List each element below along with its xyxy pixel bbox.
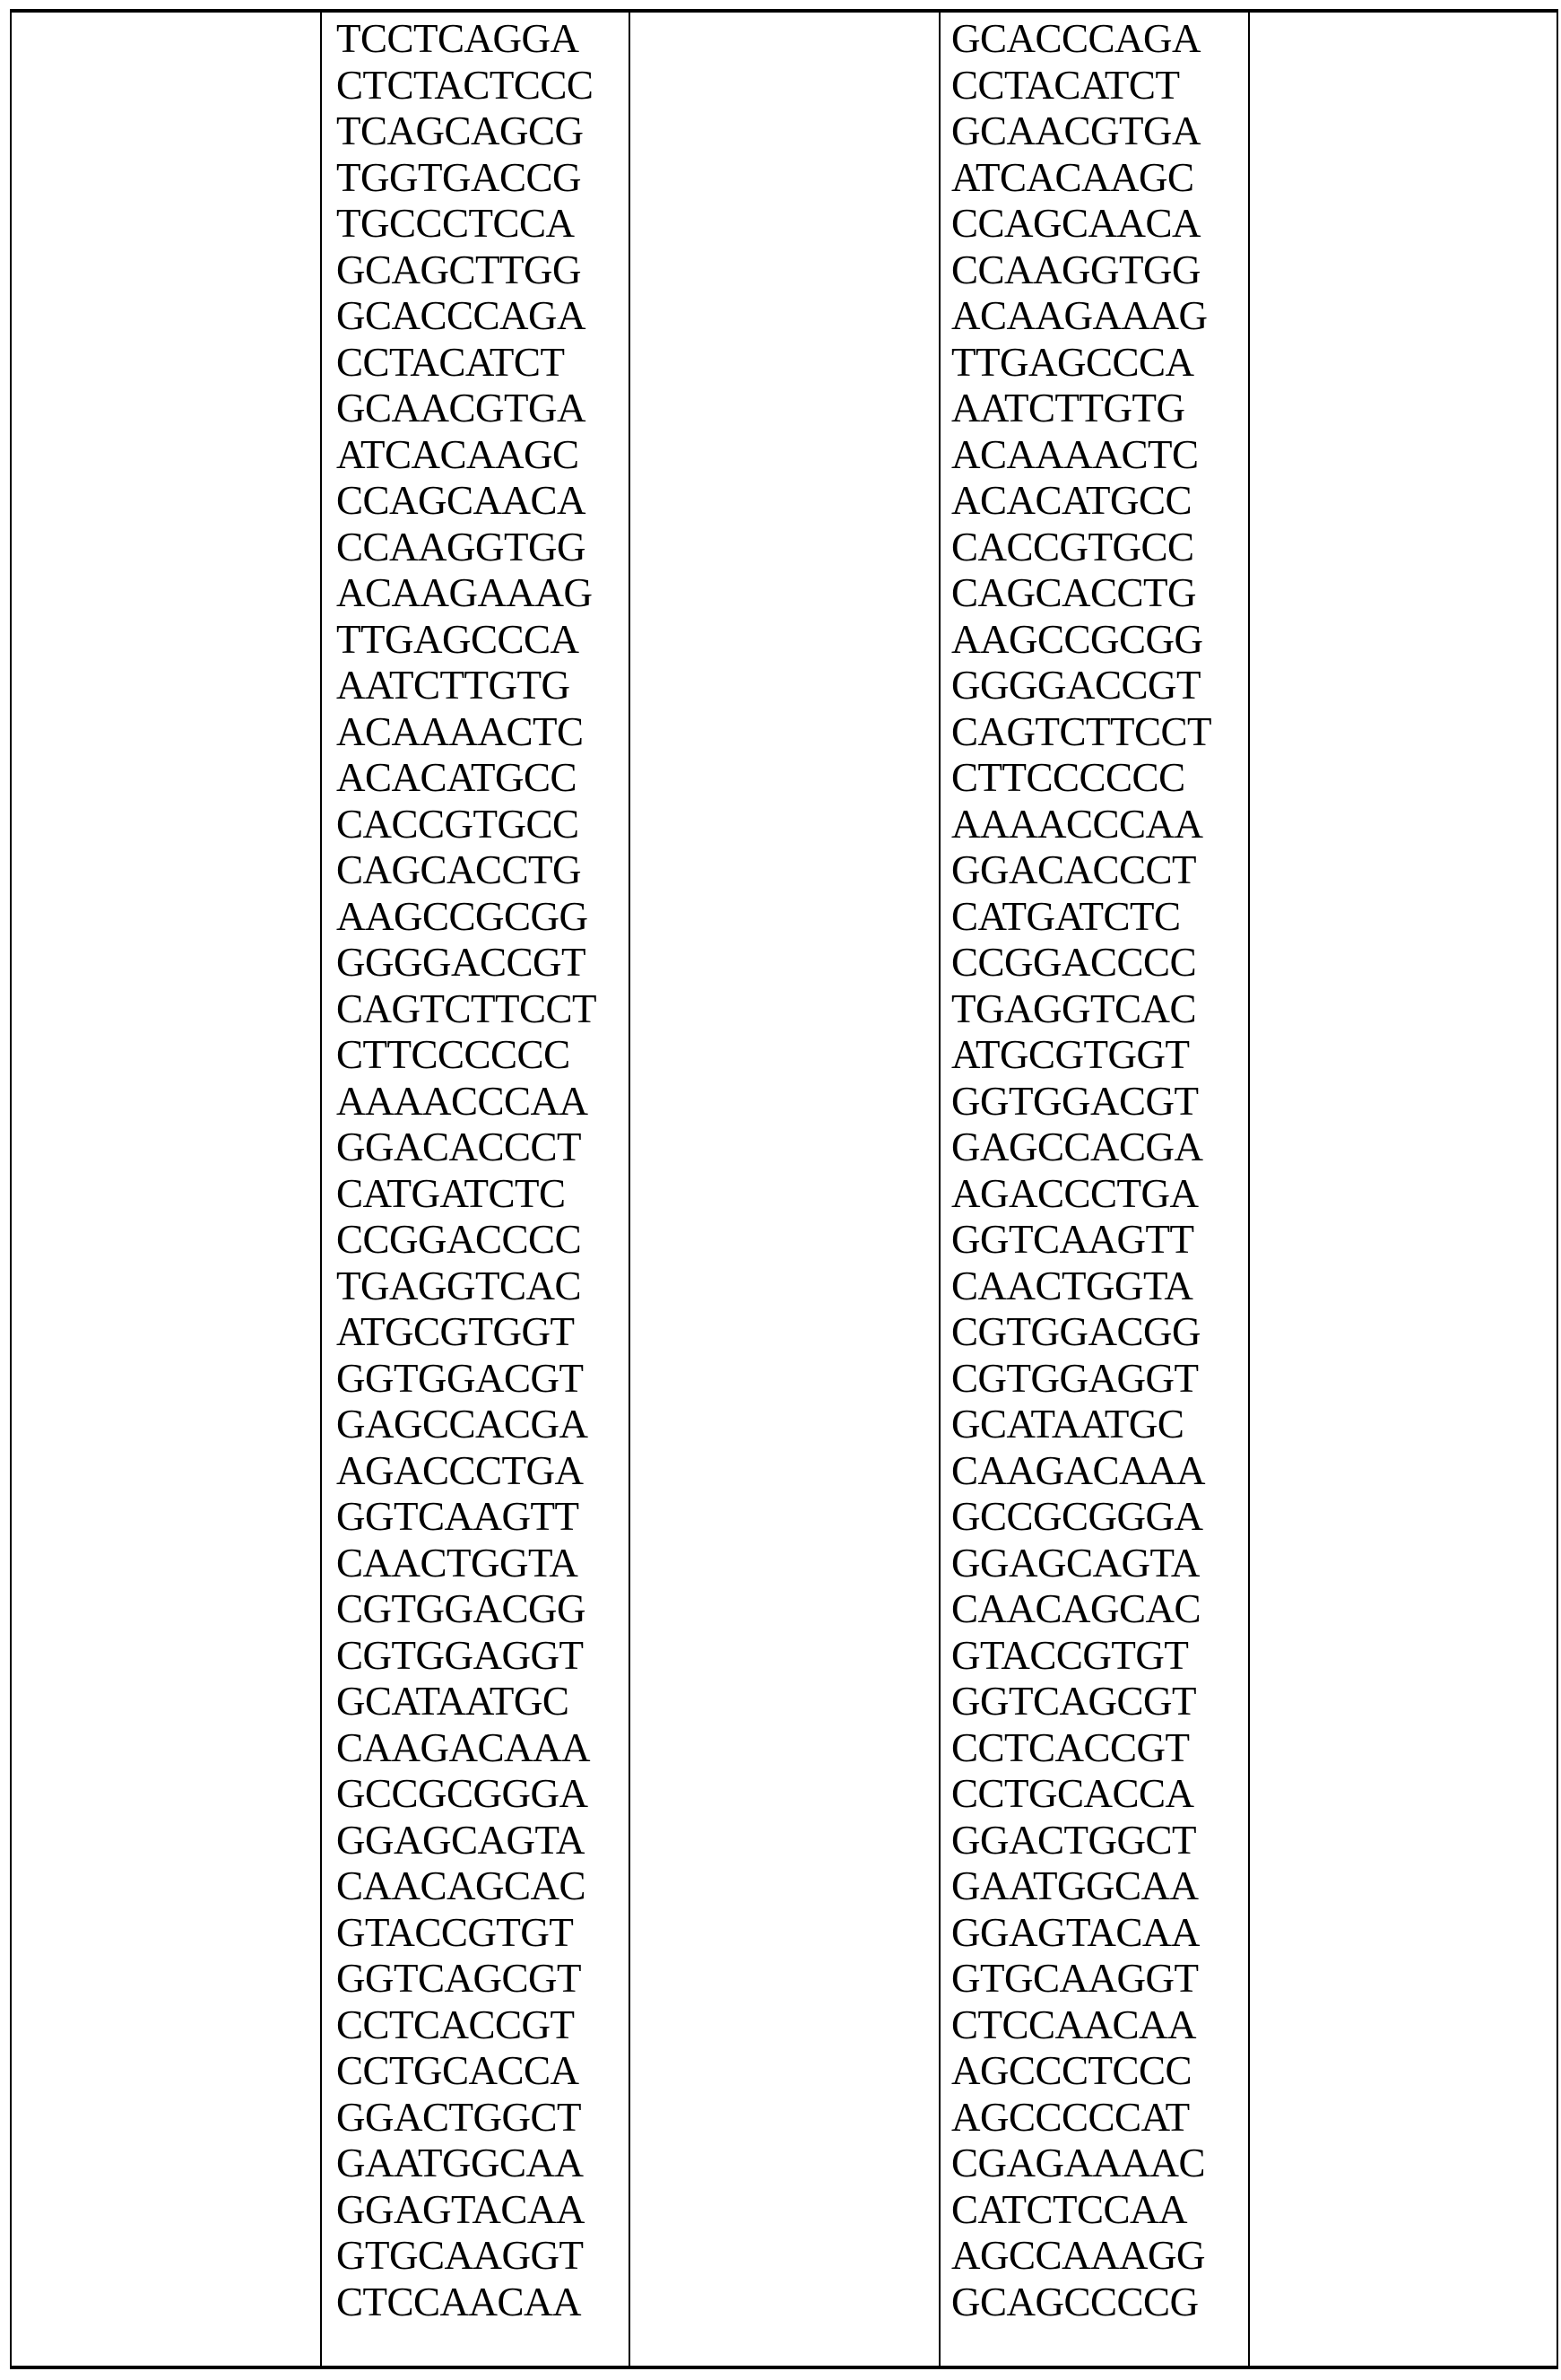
sequence-cell: GAATGGCAA bbox=[336, 2141, 596, 2187]
sequence-cell: GGTCAAGTT bbox=[951, 1217, 1211, 1264]
column-divider bbox=[629, 13, 630, 2366]
sequence-cell: GCAGCCCCG bbox=[951, 2280, 1211, 2326]
sequence-cell: CACCGTGCC bbox=[336, 802, 596, 848]
sequence-cell: GCACCCAGA bbox=[336, 293, 596, 340]
sequence-cell: ATGCGTGGT bbox=[336, 1309, 596, 1356]
sequence-cell: GTGCAAGGT bbox=[336, 2233, 596, 2280]
sequence-cell: CTCTACTCCC bbox=[336, 63, 596, 109]
sequence-cell: CGAGAAAAC bbox=[951, 2141, 1211, 2187]
sequence-cell: ACAAGAAAG bbox=[951, 293, 1211, 340]
sequence-cell: CCTCACCGT bbox=[951, 1725, 1211, 1772]
sequence-cell: GCATAATGC bbox=[951, 1402, 1211, 1448]
sequence-cell: TTGAGCCCA bbox=[951, 340, 1211, 387]
sequence-cell: GCCGCGGGA bbox=[951, 1494, 1211, 1541]
sequence-cell: TGAGGTCAC bbox=[951, 986, 1211, 1033]
sequence-cell: AGCCCTCCC bbox=[951, 2048, 1211, 2095]
sequence-cell: CCTACATCT bbox=[951, 63, 1211, 109]
sequence-cell: ATCACAAGC bbox=[951, 155, 1211, 202]
sequence-cell: CAACAGCAC bbox=[951, 1586, 1211, 1633]
sequence-cell: ACAAAACTC bbox=[336, 709, 596, 756]
column-divider bbox=[1248, 13, 1250, 2366]
sequence-cell: GTACCGTGT bbox=[951, 1633, 1211, 1680]
sequence-cell: CAAGACAAA bbox=[951, 1448, 1211, 1495]
sequence-cell: ACAAGAAAG bbox=[336, 570, 596, 617]
sequence-cell: TGGTGACCG bbox=[336, 155, 596, 202]
sequence-cell: GGACTGGCT bbox=[336, 2095, 596, 2141]
sequence-cell: CAGTCTTCCT bbox=[336, 986, 596, 1033]
sequence-cell: CCTCACCGT bbox=[336, 2002, 596, 2049]
sequence-cell: CCGGACCCC bbox=[951, 940, 1211, 986]
sequence-cell: CCTGCACCA bbox=[951, 1771, 1211, 1818]
sequence-cell: AAGCCGCGG bbox=[336, 894, 596, 941]
sequence-cell: CACCGTGCC bbox=[951, 525, 1211, 571]
sequence-cell: CCAGCAACA bbox=[951, 201, 1211, 248]
sequence-cell: CAGCACCTG bbox=[336, 847, 596, 894]
sequence-cell: AAAACCCAA bbox=[336, 1079, 596, 1125]
sequence-cell: GGACTGGCT bbox=[951, 1818, 1211, 1864]
sequence-cell: AGCCCCCAT bbox=[951, 2095, 1211, 2141]
sequence-cell: GCAACGTGA bbox=[336, 386, 596, 432]
sequence-cell: GGTGGACGT bbox=[336, 1356, 596, 1403]
sequence-cell: GGGGACCGT bbox=[951, 663, 1211, 709]
sequence-cell: CCAAGGTGG bbox=[951, 248, 1211, 294]
sequence-cell: ATCACAAGC bbox=[336, 432, 596, 479]
sequence-cell: GGTCAGCGT bbox=[951, 1679, 1211, 1725]
sequence-cell: GGAGCAGTA bbox=[951, 1541, 1211, 1587]
sequence-cell: GCAACGTGA bbox=[951, 109, 1211, 155]
sequence-cell: CCAGCAACA bbox=[336, 478, 596, 525]
sequence-cell: ATGCGTGGT bbox=[951, 1032, 1211, 1079]
sequence-cell: AGACCCTGA bbox=[951, 1171, 1211, 1218]
sequence-cell: TGCCCTCCA bbox=[336, 201, 596, 248]
sequence-cell: AAGCCGCGG bbox=[951, 617, 1211, 664]
sequence-cell: CAACTGGTA bbox=[336, 1541, 596, 1587]
sequence-cell: GCATAATGC bbox=[336, 1679, 596, 1725]
sequence-cell: AGCCAAAGG bbox=[951, 2233, 1211, 2280]
sequence-cell: GGTCAAGTT bbox=[336, 1494, 596, 1541]
sequence-cell: CATGATCTC bbox=[951, 894, 1211, 941]
sequence-table bbox=[10, 9, 1558, 2369]
sequence-cell: CTTCCCCCC bbox=[336, 1032, 596, 1079]
sequence-cell: CGTGGAGGT bbox=[951, 1356, 1211, 1403]
sequence-cell: GGTGGACGT bbox=[951, 1079, 1211, 1125]
sequence-cell: CATCTCCAA bbox=[951, 2187, 1211, 2234]
sequence-cell: AGACCCTGA bbox=[336, 1448, 596, 1495]
sequence-cell: ACACATGCC bbox=[951, 478, 1211, 525]
sequence-cell: GTGCAAGGT bbox=[951, 1956, 1211, 2002]
sequence-cell: TCAGCAGCG bbox=[336, 109, 596, 155]
sequence-cell: CCGGACCCC bbox=[336, 1217, 596, 1264]
sequence-cell: GGTCAGCGT bbox=[336, 1956, 596, 2002]
sequence-cell: CAGTCTTCCT bbox=[951, 709, 1211, 756]
sequence-cell: GGACACCCT bbox=[336, 1125, 596, 1171]
sequence-cell: GGAGTACAA bbox=[336, 2187, 596, 2234]
sequence-cell: ACAAAACTC bbox=[951, 432, 1211, 479]
sequence-cell: AATCTTGTG bbox=[951, 386, 1211, 432]
sequence-cell: GTACCGTGT bbox=[336, 1910, 596, 1957]
sequence-cell: GCAGCTTGG bbox=[336, 248, 596, 294]
sequence-cell: GCACCCAGA bbox=[951, 16, 1211, 63]
sequence-cell: CAAGACAAA bbox=[336, 1725, 596, 1772]
sequence-cell: TTGAGCCCA bbox=[336, 617, 596, 664]
sequence-cell: GAGCCACGA bbox=[336, 1402, 596, 1448]
sequence-cell: GCCGCGGGA bbox=[336, 1771, 596, 1818]
sequence-cell: CCAAGGTGG bbox=[336, 525, 596, 571]
sequence-cell: TGAGGTCAC bbox=[336, 1264, 596, 1310]
sequence-cell: CCTACATCT bbox=[336, 340, 596, 387]
sequence-cell: GGACACCCT bbox=[951, 847, 1211, 894]
sequence-cell: CCTGCACCA bbox=[336, 2048, 596, 2095]
sequence-cell: CGTGGACGG bbox=[336, 1586, 596, 1633]
sequence-cell: CATGATCTC bbox=[336, 1171, 596, 1218]
column-divider bbox=[939, 13, 941, 2366]
sequence-cell: GAGCCACGA bbox=[951, 1125, 1211, 1171]
sequence-cell: AATCTTGTG bbox=[336, 663, 596, 709]
sequence-cell: ACACATGCC bbox=[336, 755, 596, 802]
sequence-cell: CTTCCCCCC bbox=[951, 755, 1211, 802]
column-divider bbox=[320, 13, 322, 2366]
sequence-cell: CTCCAACAA bbox=[951, 2002, 1211, 2049]
sequence-cell: CGTGGACGG bbox=[951, 1309, 1211, 1356]
sequence-cell: GGAGTACAA bbox=[951, 1910, 1211, 1957]
sequence-cell: CTCCAACAA bbox=[336, 2280, 596, 2326]
sequence-cell: CAACAGCAC bbox=[336, 1863, 596, 1910]
sequence-cell: GGGGACCGT bbox=[336, 940, 596, 986]
sequence-cell: CAACTGGTA bbox=[951, 1264, 1211, 1310]
sequence-cell: CAGCACCTG bbox=[951, 570, 1211, 617]
sequence-column-2 bbox=[336, 16, 596, 2325]
sequence-cell: CGTGGAGGT bbox=[336, 1633, 596, 1680]
sequence-cell: GGAGCAGTA bbox=[336, 1818, 596, 1864]
sequence-cell: TCCTCAGGA bbox=[336, 16, 596, 63]
sequence-cell: AAAACCCAA bbox=[951, 802, 1211, 848]
sequence-column-4 bbox=[951, 16, 1211, 2325]
sequence-cell: GAATGGCAA bbox=[951, 1863, 1211, 1910]
